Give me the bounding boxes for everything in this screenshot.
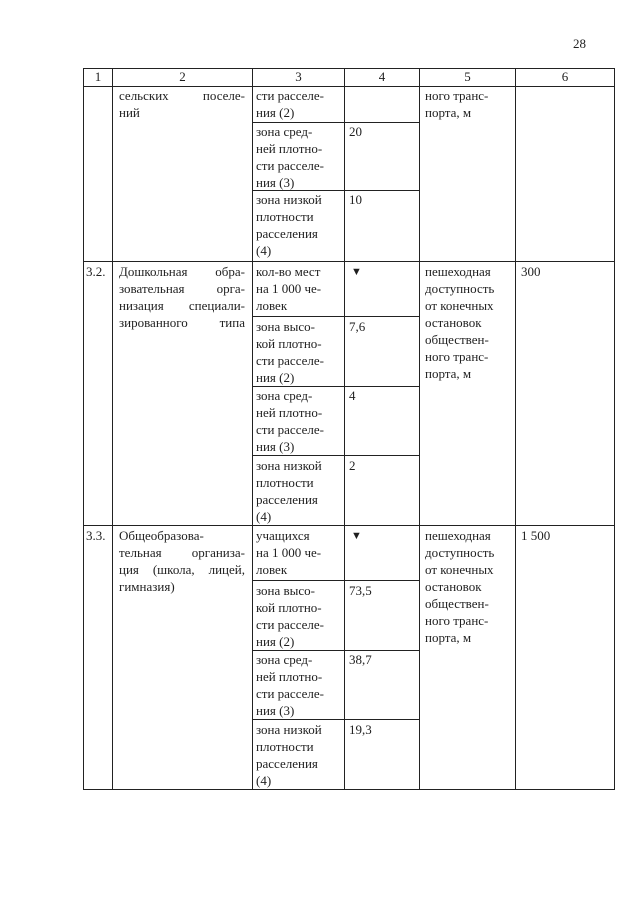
distance-value: 1 500: [521, 528, 551, 543]
zone-label: зона сред- ней плотно- сти расселе- ния (3): [256, 388, 324, 454]
page-number: 28: [573, 36, 586, 51]
accessibility-text: пешеходная доступность от конечных остановок обществен- ного транс- порта, м: [425, 528, 495, 645]
table-border-right: [614, 68, 615, 790]
column-border: [252, 68, 253, 790]
arrow-down-icon: ▼: [351, 530, 362, 542]
header-col-3: 3: [295, 69, 302, 84]
zone-label: зона низкой плотности расселения (4): [256, 458, 322, 524]
accessibility-text: пешеходная доступность от конечных остановок обществен- ного транс- порта, м: [425, 264, 495, 381]
zone-value: 2: [349, 458, 356, 473]
cont-sub-label-2: зона сред- ней плотно- сти расселе- ния (3): [256, 124, 324, 190]
table-border-bottom: [83, 789, 615, 790]
indicator-label: кол-во мест на 1 000 че- ловек: [256, 264, 322, 313]
column-border: [515, 68, 516, 790]
row-border: [252, 719, 419, 720]
zone-value: 38,7: [349, 652, 372, 667]
header-col-2: 2: [179, 69, 186, 84]
cont-sub-label-3: зона низкой плотности расселения (4): [256, 192, 322, 258]
facility-name: Дошкольная обра- зовательная орга- низация специали- зированного типа: [119, 264, 245, 330]
row-border: [252, 316, 419, 317]
cont-sub-value-2: 20: [349, 124, 362, 139]
row-number: 3.2.: [86, 264, 106, 279]
cont-name: сельских поселе- ний: [119, 88, 245, 120]
arrow-down-icon: ▼: [351, 266, 362, 278]
table-border-left: [83, 68, 84, 790]
cont-sub-label-1: сти расселе- ния (2): [256, 88, 324, 120]
zone-label: зона высо- кой плотно- сти расселе- ния (2): [256, 319, 324, 385]
zone-label: зона низкой плотности расселения (4): [256, 722, 322, 788]
zone-value: 19,3: [349, 722, 372, 737]
row-border: [83, 525, 615, 526]
row-number: 3.3.: [86, 528, 106, 543]
cont-sub-value-3: 10: [349, 192, 362, 207]
column-border: [419, 68, 420, 790]
zone-value: 7,6: [349, 319, 366, 334]
facility-name: Общеобразова- тельная организа- ция (школа, лицей, гимназия): [119, 528, 245, 594]
column-border: [344, 68, 345, 790]
row-border: [252, 455, 419, 456]
zone-value: 73,5: [349, 583, 372, 598]
row-border: [252, 580, 419, 581]
zone-value: 4: [349, 388, 356, 403]
cont-access: ного транс- порта, м: [425, 88, 489, 120]
zone-label: зона высо- кой плотно- сти расселе- ния (2): [256, 583, 324, 649]
header-col-6: 6: [561, 69, 569, 84]
indicator-label: учащихся на 1 000 че- ловек: [256, 528, 322, 577]
table-border-top: [83, 68, 615, 69]
header-col-1: 1: [94, 69, 102, 84]
row-border: [83, 261, 615, 262]
distance-value: 300: [521, 264, 541, 279]
header-col-5: 5: [464, 69, 471, 84]
zone-label: зона сред- ней плотно- сти расселе- ния (3): [256, 652, 324, 718]
column-border: [112, 68, 113, 790]
header-col-4: 4: [378, 69, 386, 84]
